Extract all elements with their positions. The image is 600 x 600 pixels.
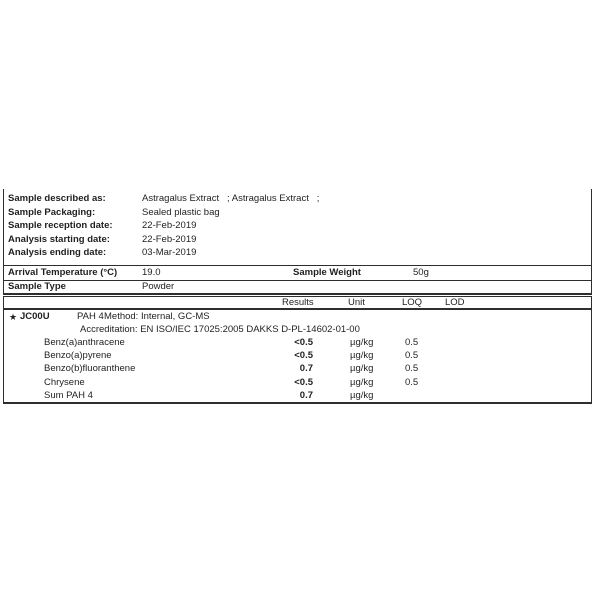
field-value: Astragalus Extract ; Astragalus Extract ; [142, 193, 320, 204]
accreditation-row [4, 323, 591, 336]
sample-weight-value: 50g [413, 266, 429, 278]
arrival-temperature-row [4, 265, 591, 280]
field-label: Sample described as: [8, 193, 106, 204]
sample-weight-label: Sample Weight [293, 266, 361, 278]
analyte-result: <0.5 [294, 337, 313, 348]
sample-type-label: Sample Type [8, 280, 66, 292]
field-value: 22-Feb-2019 [142, 233, 197, 245]
analyte-name: Benz(a)anthracene [44, 337, 125, 348]
sample-info-row [4, 233, 591, 247]
analysis-group-row [4, 310, 591, 323]
sample-info-row [4, 192, 591, 206]
sample-info-box [3, 189, 592, 295]
results-header-row [4, 297, 591, 310]
field-label: Analysis starting date: [8, 233, 110, 245]
analyte-unit: µg/kg [350, 363, 374, 375]
analyte-loq: 0.5 [405, 350, 419, 362]
analyte-name: Benzo(b)fluoranthene [44, 363, 136, 375]
results-box [3, 296, 592, 404]
field-label: Analysis ending date: [8, 247, 107, 258]
sample-info-row [4, 246, 591, 260]
analyte-result: <0.5 [294, 376, 313, 388]
loq-column-header: LOQ [402, 297, 423, 308]
analyte-row [4, 336, 591, 349]
analyte-loq: 0.5 [405, 337, 419, 348]
sample-type-row [4, 280, 591, 293]
sample-info-row [4, 219, 591, 233]
unit-column-header: Unit [348, 297, 365, 308]
analyte-row [4, 389, 591, 402]
sample-info-row [4, 206, 591, 220]
arrival-temperature-value: 19.0 [142, 266, 161, 278]
sample-info-rows [4, 189, 591, 265]
analyte-unit: µg/kg [350, 389, 374, 401]
analyte-unit: µg/kg [350, 376, 374, 388]
analysis-name: PAH 4 [77, 311, 104, 322]
accreditation-text: Accreditation: EN ISO/IEC 17025:2005 DAKKS D-PL-14602-01-00 [80, 324, 360, 335]
analyte-loq: 0.5 [405, 363, 419, 375]
analyte-row [4, 362, 591, 375]
analyte-rows [4, 336, 591, 402]
analyte-name: Chrysene [44, 376, 85, 388]
arrival-temperature-label: Arrival Temperature (°C) [8, 266, 118, 278]
analysis-method: Method: Internal, GC-MS [104, 311, 210, 322]
field-value: 22-Feb-2019 [142, 220, 197, 231]
lod-column-header: LOD [445, 297, 465, 308]
analyte-result: 0.7 [299, 363, 313, 375]
analyte-unit: µg/kg [350, 350, 374, 362]
analyte-unit: µg/kg [350, 337, 374, 348]
field-label: Sample reception date: [8, 220, 113, 231]
results-column-header: Results [282, 297, 314, 308]
analyte-row [4, 376, 591, 389]
field-value: Sealed plastic bag [142, 206, 220, 218]
analyte-loq: 0.5 [405, 376, 419, 388]
analysis-code: JC00U [20, 311, 50, 322]
star-icon: ★ [9, 312, 18, 322]
analyte-name: Sum PAH 4 [44, 389, 93, 401]
analyte-result: 0.7 [299, 389, 313, 401]
analyte-result: <0.5 [294, 350, 313, 362]
analyte-name: Benzo(a)pyrene [44, 350, 112, 362]
sample-type-value: Powder [142, 280, 175, 292]
field-label: Sample Packaging: [8, 206, 96, 218]
analyte-row [4, 349, 591, 362]
field-value: 03-Mar-2019 [142, 247, 197, 258]
